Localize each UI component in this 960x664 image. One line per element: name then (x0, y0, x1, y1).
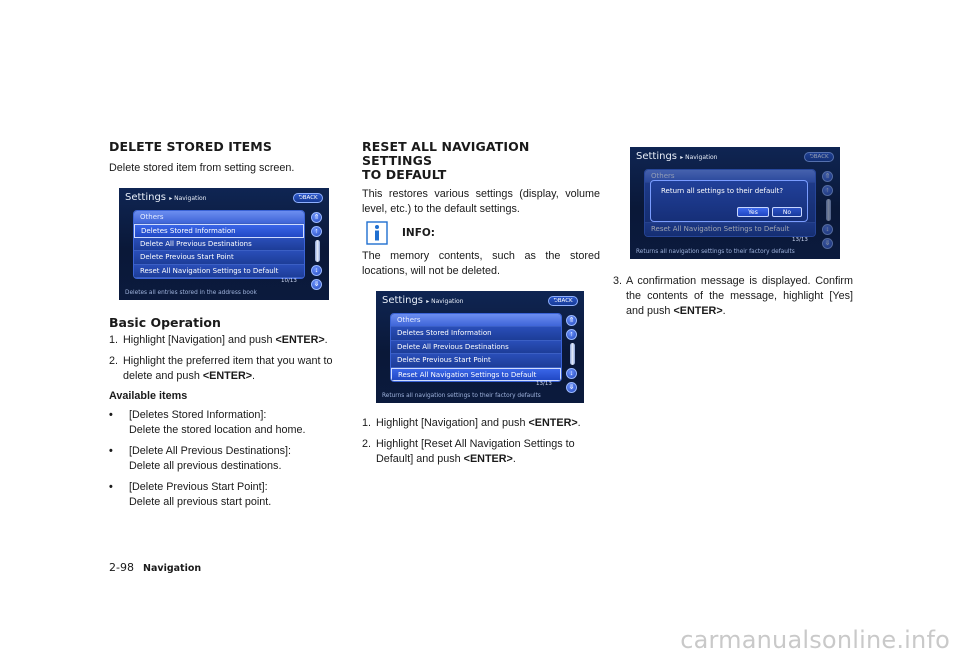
scroll-down-icon: ↓ (822, 224, 833, 235)
section-heading-reset-all: RESET ALL NAVIGATION SETTINGS TO DEFAULT (362, 139, 530, 182)
back-button[interactable]: ⮌BACK (293, 193, 323, 203)
scroll-up-icon[interactable]: ↑ (311, 226, 322, 237)
settings-menu (133, 210, 305, 279)
scroll-bottom-icon[interactable]: ⇓ (566, 382, 577, 393)
scroll-track (826, 199, 831, 221)
scroll-track[interactable] (315, 240, 320, 262)
steps-list (613, 274, 853, 319)
steps-list (109, 333, 349, 384)
yes-button[interactable]: Yes (737, 207, 769, 217)
breadcrumb: ▸ Navigation (426, 298, 464, 305)
screen-title: Settings ▸ Navigation (125, 192, 207, 203)
section-name: Navigation (143, 563, 202, 574)
screen-header (119, 188, 329, 210)
scroll-top-icon[interactable]: ⇑ (566, 315, 577, 326)
menu-row-reset-all-navigation-settings: Reset All Navigation Settings to Default (645, 223, 815, 236)
scroll-controls (566, 315, 578, 396)
list-item: • [Deletes Stored Information]: Delete the stored location and home. (109, 409, 306, 436)
info-block (362, 221, 600, 247)
step-1: 1. Highlight [Navigation] and push <ENTER>. (109, 334, 328, 346)
step-3: 3. A confirmation message is displayed. Confirm the contents of the message, highlight [Yes] and push <ENTER>. (613, 275, 853, 317)
item-count: 13/13 (536, 381, 552, 387)
available-items-label: Available items (109, 390, 188, 402)
scroll-top-icon[interactable]: ⇑ (311, 212, 322, 223)
list-item: • [Delete All Previous Destinations]: Delete all previous destinations. (109, 445, 292, 472)
subheading-basic-operation: Basic Operation (109, 315, 221, 330)
menu-row-reset-all-navigation-settings[interactable]: Reset All Navigation Settings to Default (134, 265, 304, 278)
screen-footer-hint: Returns all navigation settings to their factory defaults (382, 393, 541, 399)
watermark: carmanualsonline.info (680, 626, 950, 654)
item-count: 10/13 (281, 278, 297, 284)
page-footer (109, 561, 201, 574)
column-delete-stored-items (109, 140, 349, 516)
column-confirmation (613, 140, 853, 325)
confirm-dialog (650, 180, 808, 222)
scroll-controls (311, 212, 323, 293)
menu-row-delete-all-previous-destinations[interactable]: Delete All Previous Destinations (391, 341, 561, 354)
screen-footer-hint: Deletes all entries stored in the address book (125, 290, 257, 296)
step-2: 2. Highlight the preferred item that you want to delete and push <ENTER>. (109, 355, 333, 382)
screen-title: Settings ▸ Navigation (636, 151, 718, 162)
breadcrumb: ▸ Navigation (169, 195, 207, 202)
scroll-bottom-icon[interactable]: ⇓ (311, 279, 322, 290)
section-heading-delete-stored-items: DELETE STORED ITEMS (109, 139, 272, 154)
confirm-question: Return all settings to their default? (661, 187, 784, 195)
breadcrumb: ▸ Navigation (680, 154, 718, 161)
scroll-up-icon[interactable]: ↑ (566, 329, 577, 340)
scroll-up-icon: ↑ (822, 185, 833, 196)
menu-row-deletes-stored-information[interactable]: Deletes Stored Information (391, 327, 561, 340)
info-text: The memory contents, such as the stored locations, will not be deleted. (362, 250, 600, 277)
screen-title: Settings ▸ Navigation (382, 295, 464, 306)
step-2: 2. Highlight [Reset All Navigation Settings to Default] and push <ENTER>. (362, 438, 575, 465)
back-button[interactable]: ⮌BACK (548, 296, 578, 306)
scroll-down-icon[interactable]: ↓ (566, 368, 577, 379)
screen-footer-hint: Returns all navigation settings to their factory defaults (636, 249, 795, 255)
screen-confirmation (630, 147, 840, 259)
menu-row-others[interactable]: Others (134, 211, 304, 224)
menu-row-delete-previous-start-point[interactable]: Delete Previous Start Point (134, 251, 304, 264)
info-label: INFO: (402, 227, 435, 239)
column-reset-all-navigation-settings (362, 140, 600, 473)
scroll-down-icon[interactable]: ↓ (311, 265, 322, 276)
menu-row-deletes-stored-information[interactable]: Deletes Stored Information (134, 224, 304, 237)
info-icon (366, 221, 388, 245)
available-items-list (109, 408, 349, 510)
no-button[interactable]: No (772, 207, 802, 217)
menu-row-others[interactable]: Others (391, 314, 561, 327)
steps-list (362, 416, 600, 467)
list-item: • [Delete Previous Start Point]: Delete all previous start point. (109, 481, 272, 508)
intro-text: This restores various settings (display, volume level, etc.) to the default settings. (362, 188, 600, 215)
screen-delete-stored (119, 188, 329, 300)
scroll-controls (822, 171, 834, 252)
intro-text: Delete stored item from setting screen. (109, 162, 295, 174)
scroll-track[interactable] (570, 343, 575, 365)
item-count: 13/13 (792, 237, 808, 243)
screen-header (630, 147, 840, 169)
settings-menu (390, 313, 562, 382)
menu-row-delete-previous-start-point[interactable]: Delete Previous Start Point (391, 354, 561, 367)
screen-reset-all (376, 291, 584, 403)
step-1: 1. Highlight [Navigation] and push <ENTER>. (362, 417, 581, 429)
menu-row-others: Others (645, 170, 815, 183)
menu-row-reset-all-navigation-settings[interactable]: Reset All Navigation Settings to Default (391, 368, 561, 381)
scroll-top-icon: ⇑ (822, 171, 833, 182)
scroll-bottom-icon: ⇓ (822, 238, 833, 249)
page-number: 2-98 (109, 561, 134, 574)
menu-row-delete-all-previous-destinations[interactable]: Delete All Previous Destinations (134, 238, 304, 251)
back-button[interactable]: ⮌BACK (804, 152, 834, 162)
screen-header (376, 291, 584, 313)
